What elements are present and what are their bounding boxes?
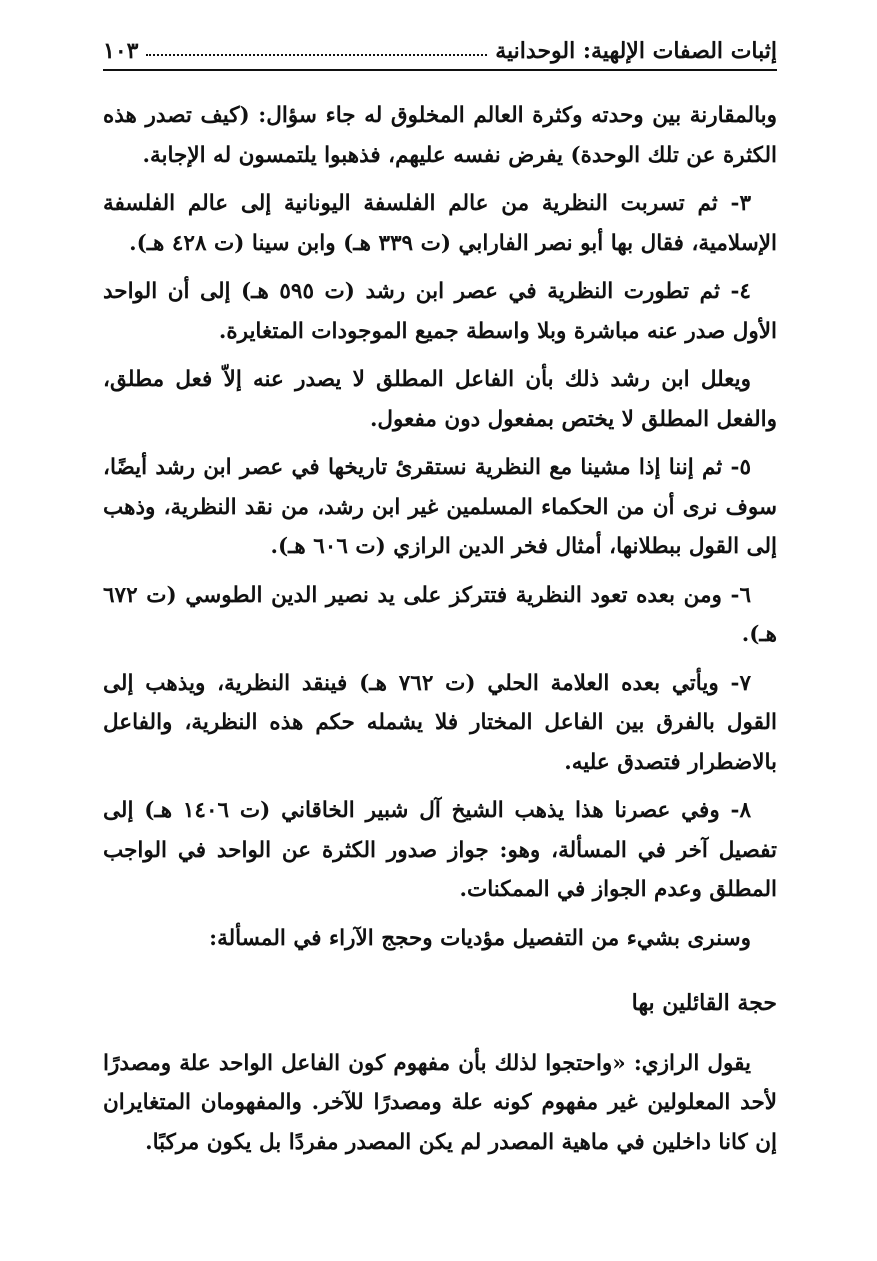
paragraph: ٧- ويأتي بعده العلامة الحلي (ت ٧٦٢ هـ) فينقد النظرية، ويذهب إلى القول بالفرق بين الفاعل المختار فلا يشمله حكم هذه النظرية، والفاعل بالاضطرار فتصدق عليه. bbox=[103, 670, 777, 775]
paragraph: ٣- ثم تسربت النظرية من عالم الفلسفة اليونانية إلى عالم الفلسفة الإسلامية، فقال بها أبو نصر الفارابي (ت ٣٣٩ هـ) وابن سينا (ت ٤٢٨ هـ). bbox=[103, 191, 777, 256]
paragraph: ٨- وفي عصرنا هذا يذهب الشيخ آل شبير الخاقاني (ت ١٤٠٦ هـ) إلى تفصيل آخر في المسألة، وهو: جواز صدور الكثرة عن الواحد في الواجب المطلق وعدم الجواز في الممكنات. bbox=[103, 798, 777, 902]
paragraph: ويعلل ابن رشد ذلك بأن الفاعل المطلق لا يصدر عنه إلاّ فعل مطلق، والفعل المطلق لا يختص بمفعول دون مفعول. bbox=[103, 367, 777, 432]
header-title: إثبات الصفات الإلهية: الوحدانية bbox=[495, 38, 777, 64]
paragraph: وسنرى بشيء من التفصيل مؤديات وحجج الآراء في المسألة: bbox=[209, 925, 751, 951]
paragraph: وبالمقارنة بين وحدته وكثرة العالم المخلوق له جاء سؤال: (كيف تصدر هذه الكثرة عن تلك الوحدة) يفرض نفسه عليهم، فذهبوا يلتمسون له الإجابة. bbox=[103, 103, 777, 168]
running-header bbox=[103, 30, 777, 64]
paragraph: يقول الرازي: «واحتجوا لذلك بأن مفهوم كون الفاعل الواحد علة ومصدرًا لأحد المعلولين غير مفهوم كونه علة ومصدرًا للآخر. والمفهومان المتغايران إن كانا داخلين في ماهية المصدر لم يكن المصدر مفردًا بل يكون مركبًا. bbox=[103, 1050, 777, 1155]
paragraph: ٤- ثم تطورت النظرية في عصر ابن رشد (ت ٥٩٥ هـ) إلى أن الواحد الأول صدر عنه مباشرة وبلا واسطة جميع الموجودات المتغايرة. bbox=[103, 279, 777, 344]
section-heading: حجة القائلين بها bbox=[631, 990, 777, 1016]
paragraph: ٦- ومن بعده تعود النظرية فتتركز على يد نصير الدين الطوسي (ت ٦٧٢ هـ). bbox=[103, 582, 777, 647]
page-number: ١٠٣ bbox=[103, 38, 139, 64]
header-leader-dots bbox=[146, 54, 487, 56]
paragraph: ٥- ثم إننا إذا مشينا مع النظرية نستقرئ تاريخها في عصر ابن رشد أيضًا، سوف نرى أن من الحكماء المسلمين غير ابن رشد، من نقد النظرية، وذهب إلى القول ببطلانها، أمثال فخر الدين الرازي (ت ٦٠٦ هـ). bbox=[103, 455, 777, 559]
header-rule bbox=[103, 69, 777, 71]
page-body bbox=[103, 96, 777, 1171]
